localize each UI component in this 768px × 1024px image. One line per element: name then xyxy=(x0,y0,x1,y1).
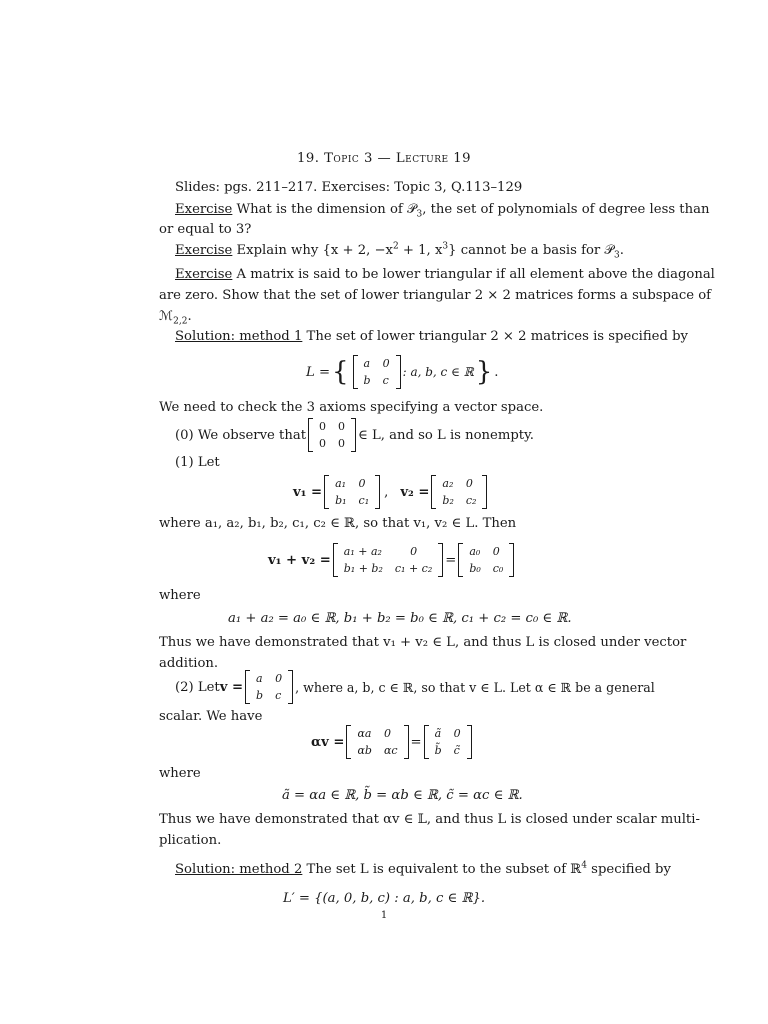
exercise-text: + 1, x xyxy=(398,243,443,258)
matrix-L xyxy=(353,355,401,389)
matrix-cell: b̃ xyxy=(434,744,442,757)
math-text: ã = αa ∈ ℝ, b̃ = αb ∈ ℝ, c̃ = αc ∈ ℝ. xyxy=(282,788,523,803)
exercise-text: What is the dimension of 𝒫 xyxy=(232,202,417,217)
page-number: 1 xyxy=(380,910,388,921)
exercise-1 xyxy=(175,202,709,218)
matrix-cell: 0 xyxy=(338,420,346,433)
matrix-cell: c̃ xyxy=(453,744,460,757)
solution-method-1 xyxy=(175,329,688,345)
matrix-cell: 0 xyxy=(383,727,391,740)
where-line-3: where xyxy=(159,766,201,781)
equation-v1-v2 xyxy=(293,473,489,511)
exercise-3-line3 xyxy=(159,309,192,325)
closed-mult-line1: Thus we have demonstrated that αv ∈ 𝕃, and thus L is closed under scalar multi- xyxy=(159,812,700,827)
subscript: 2,2 xyxy=(173,316,188,327)
punctuation: . xyxy=(187,309,192,324)
math-text: L′ = {(a, 0, b, c) : a, b, c ∈ ℝ}. xyxy=(282,891,486,906)
where-line-2: where xyxy=(159,588,201,603)
exercise-text: Explain why {x + 2, −x xyxy=(232,243,393,258)
punctuation: . xyxy=(494,364,499,380)
matrix-v xyxy=(245,670,293,704)
matrix-cell: 0 xyxy=(410,545,418,558)
matrix-vt xyxy=(424,725,472,759)
exercise-3-line2: are zero. Show that the set of lower triangular 2 × 2 matrices forms a subspace of xyxy=(159,288,712,303)
matrix-cell: b₁ xyxy=(335,494,347,507)
matrix-cell: αa xyxy=(357,727,372,740)
matrix-cell: c₂ xyxy=(465,494,477,507)
closed-addition-line1: Thus we have demonstrated that v₁ + v₂ ∈ L, and thus L is closed under vector xyxy=(159,635,687,650)
equation-lhs: v₁ + v₂ = xyxy=(268,552,331,568)
equation-scalar xyxy=(311,722,474,762)
step-text: ∈ L, and so L is nonempty. xyxy=(358,427,534,443)
matrix-av xyxy=(346,725,408,759)
step-text: (0) We observe that xyxy=(175,427,307,443)
equation-lhs: v₂ = xyxy=(400,484,430,500)
solution-text: The set L is equivalent to the subset of ℝ xyxy=(302,862,582,877)
matrix-cell: 0 xyxy=(453,727,461,740)
solution-label: Solution: method 1 xyxy=(175,329,303,344)
where-line-1: where a₁, a₂, b₁, b₂, c₁, c₂ ∈ ℝ, so that v₁, v₂ ∈ L. Then xyxy=(159,516,517,531)
step-text: (2) Let xyxy=(175,679,220,695)
equation-rhs: : a, b, c ∈ ℝ xyxy=(402,365,474,379)
matrix-cell: c xyxy=(382,374,389,387)
step-2-line2: scalar. We have xyxy=(159,709,263,724)
exercise-label: Exercise xyxy=(175,267,233,282)
math-symbol: ℳ xyxy=(159,309,174,324)
matrix-cell: a₀ xyxy=(469,545,481,558)
right-brace: } xyxy=(475,357,493,387)
exercise-text: . xyxy=(619,243,624,258)
axioms-line: We need to check the 3 axioms specifying a vector space. xyxy=(159,400,544,415)
step-text: , where a, b, c ∈ ℝ, so that v ∈ L. Let α ∈ ℝ be a general xyxy=(295,679,655,695)
equation-lhs: v = xyxy=(219,679,244,695)
scalar-components xyxy=(282,788,523,804)
step-1-label: (1) Let xyxy=(175,455,220,470)
matrix-v2 xyxy=(431,475,487,509)
matrix-cell: 0 xyxy=(319,420,327,433)
matrix-cell: αc xyxy=(383,744,398,757)
matrix-cell: a xyxy=(363,357,371,370)
equation-L xyxy=(306,352,499,392)
closed-mult-line2: plication. xyxy=(159,833,222,848)
matrix-cell: 0 xyxy=(319,437,327,450)
matrix-cell: b xyxy=(363,374,371,387)
superscript: 4 xyxy=(581,860,587,871)
superscript: 3 xyxy=(442,241,449,252)
equation-lhs: αv = xyxy=(311,734,345,750)
punctuation: , xyxy=(384,484,389,500)
matrix-cell: b xyxy=(256,689,264,702)
matrix-cell: a₁ xyxy=(335,477,347,490)
superscript: 2 xyxy=(393,241,399,252)
matrix-cell: 0 xyxy=(382,357,390,370)
matrix-cell: a₂ xyxy=(442,477,454,490)
exercise-text: A matrix is said to be lower triangular if all element above the diagonal xyxy=(232,267,715,282)
matrix-cell: ã xyxy=(434,727,442,740)
matrix-cell: 0 xyxy=(492,545,500,558)
exercise-text: , the set of polynomials of degree less than xyxy=(422,202,710,217)
matrix-vsum xyxy=(333,543,443,577)
matrix-cell: αb xyxy=(357,744,372,757)
equation-sum xyxy=(268,540,516,580)
matrix-cell: c₀ xyxy=(492,562,504,575)
solution-method-2 xyxy=(175,862,671,878)
page-title: 19. Topic 3 — Lecture 19 xyxy=(296,151,472,166)
matrix-cell: 0 xyxy=(338,437,346,450)
matrix-cell: c₁ xyxy=(358,494,370,507)
step-2 xyxy=(175,667,655,707)
sum-components xyxy=(228,611,572,627)
exercise-3 xyxy=(175,267,715,283)
zero-matrix xyxy=(308,418,356,452)
matrix-cell: c₁ + c₂ xyxy=(394,562,433,575)
matrix-cell: c xyxy=(275,689,282,702)
matrix-v1 xyxy=(324,475,380,509)
exercise-1-line2: or equal to 3? xyxy=(159,222,252,237)
equals: = xyxy=(445,552,457,568)
equation-lhs: v₁ = xyxy=(293,484,323,500)
matrix-cell: b₀ xyxy=(469,562,481,575)
matrix-cell: a xyxy=(256,672,263,685)
exercise-label: Exercise xyxy=(175,243,233,258)
solution-text: specified by xyxy=(586,862,671,877)
matrix-cell: a₁ + a₂ xyxy=(343,545,382,558)
closed-addition-line2: addition. xyxy=(159,656,219,671)
subscript: 3 xyxy=(416,209,423,220)
equation-lhs: L = xyxy=(306,364,330,380)
matrix-v0 xyxy=(458,543,514,577)
matrix-cell: b₁ + b₂ xyxy=(343,562,383,575)
matrix-cell: 0 xyxy=(275,672,283,685)
slides-line: Slides: pgs. 211–217. Exercises: Topic 3, Q.113–129 xyxy=(175,180,523,195)
step-0 xyxy=(175,416,534,454)
left-brace: { xyxy=(332,357,349,387)
matrix-cell: 0 xyxy=(358,477,366,490)
solution-text: The set of lower triangular 2 × 2 matrices is specified by xyxy=(302,329,688,344)
subscript: 3 xyxy=(613,250,620,261)
equals: = xyxy=(410,734,422,750)
exercise-2 xyxy=(175,243,624,259)
matrix-cell: b₂ xyxy=(442,494,454,507)
exercise-text: } cannot be a basis for 𝒫 xyxy=(448,243,614,258)
math-text: a₁ + a₂ = a₀ ∈ ℝ, b₁ + b₂ = b₀ ∈ ℝ, c₁ + c₂ = c₀ ∈ ℝ. xyxy=(228,611,572,626)
solution-label: Solution: method 2 xyxy=(175,862,303,877)
equation-Lprime xyxy=(0,891,768,907)
matrix-cell: 0 xyxy=(465,477,473,490)
exercise-label: Exercise xyxy=(175,202,233,217)
